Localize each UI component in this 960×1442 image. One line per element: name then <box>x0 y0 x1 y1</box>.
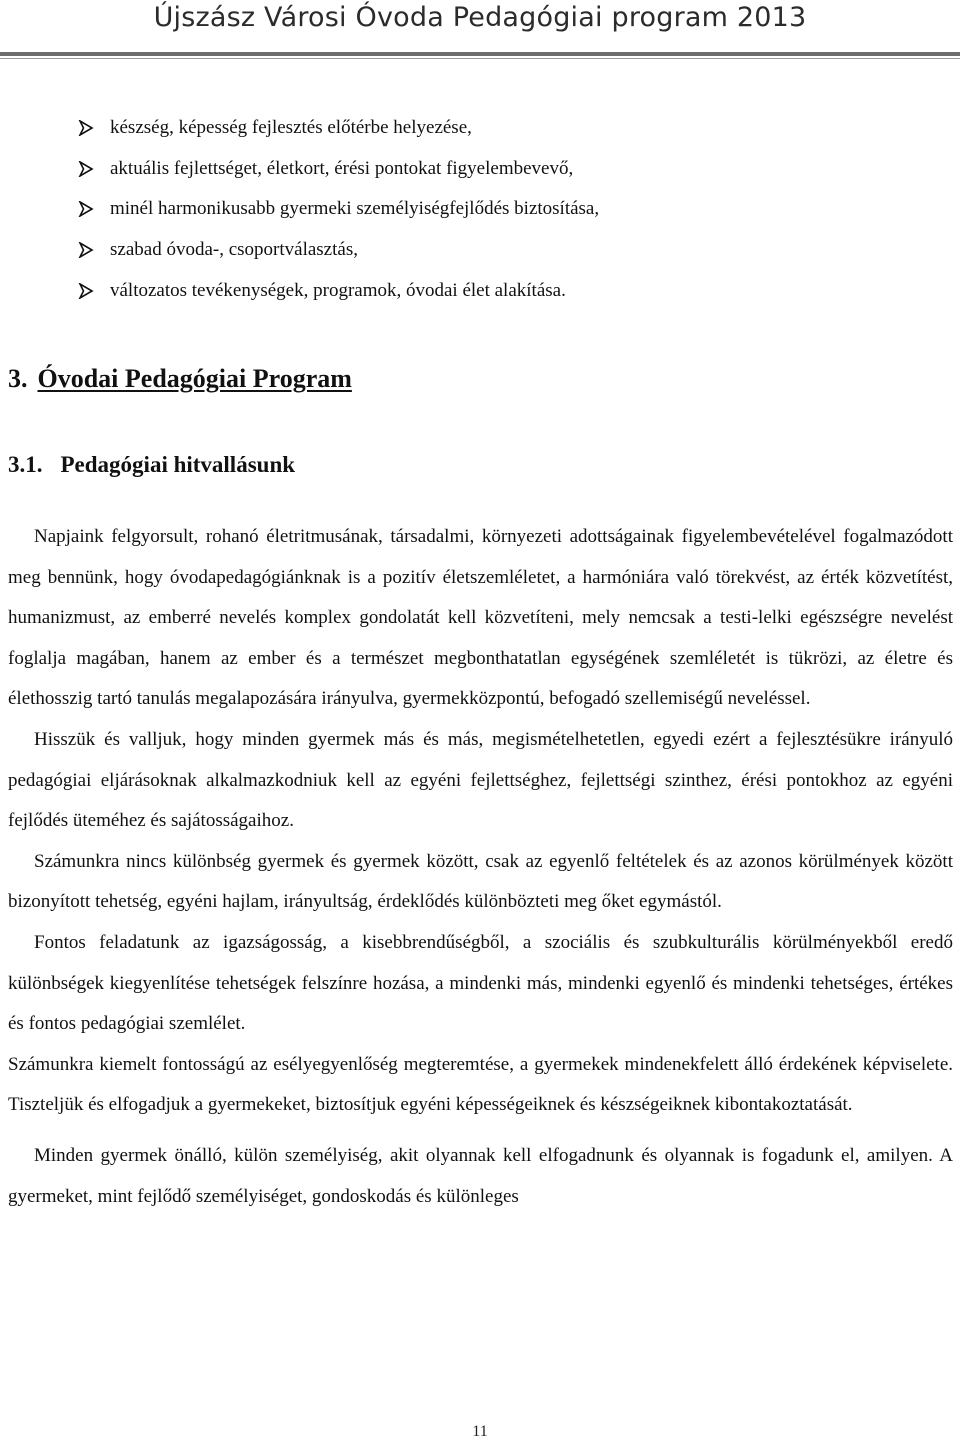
section-heading <box>8 364 352 394</box>
page-number: 11 <box>472 1423 488 1440</box>
paragraph: Hisszük és valljuk, hogy minden gyermek más és más, megismételhetetlen, egyedi ezért a fejlesztésükre irányuló pedagógiai eljárásoknak alkalmazkodniuk kell az egyéni fejlettséghez, fejlettségi szinthez, érési pontokhoz az egyéni fejlődés üteméhez és sajátosságaihoz. <box>8 728 953 832</box>
paragraph: Minden gyermek önálló, külön személyiség, akit olyannak kell elfogadnunk és olyannak is fogadunk el, amilyen. A gyermeket, mint fejlődő személyiséget, gondoskodás és különleges <box>8 1144 953 1207</box>
paragraph: Számunkra kiemelt fontosságú az esélyegyenlőség megteremtése, a gyermekek mindenekfelett álló érdekének képviselete. Tiszteljük és elfogadjuk a gyermekeket, biztosítjuk egyéni képességeiknek és készségeiknek kibontakoztatását. <box>8 1053 953 1116</box>
document-title: Újszász Városi Óvoda Pedagógiai program 2013 <box>153 2 807 33</box>
arrowhead-bullet-icon <box>78 242 94 258</box>
list-item <box>78 270 938 311</box>
arrowhead-bullet-icon <box>78 201 94 217</box>
body-text <box>8 517 953 1217</box>
paragraph: Számunkra nincs különbség gyermek és gyermek között, csak az egyenlő feltételek és az azonos körülmények között bizonyított tehetség, egyéni hajlam, irányultság, érdeklődés különbözteti meg őket egymástól. <box>8 850 953 913</box>
subsection-heading <box>8 452 295 478</box>
bullet-text: minél harmonikusabb gyermeki személyiségfejlődés biztosítása, <box>110 198 600 220</box>
bullet-list <box>78 108 938 311</box>
subsection-title: Pedagógiai hitvallásunk <box>60 452 296 477</box>
section-number: 3. <box>8 364 28 393</box>
header-divider-thin <box>0 58 960 59</box>
bullet-text: aktuális fejlettséget, életkort, érési pontokat figyelembevevő, <box>110 157 574 179</box>
arrowhead-bullet-icon <box>78 283 94 299</box>
list-item <box>78 230 938 271</box>
bullet-text: változatos tevékenységek, programok, óvodai élet alakítása. <box>110 279 566 301</box>
list-item <box>78 108 938 149</box>
arrowhead-bullet-icon <box>78 161 94 177</box>
paragraph: Napjaink felgyorsult, rohanó életritmusának, társadalmi, környezeti adottságainak figyelembevételével fogalmazódott meg bennünk, hogy óvodapedagógiánknak is a pozitív életszemléletet, a harmóniára való törekvést, az érték közvetítést, humanizmust, az emberré nevelés komplex gondolatát kell közvetíteni, mely nemcsak a testi-lelki egészségre nevelést foglalja magában, hanem az ember és a természet megbonthatatlan egységének szemléletét is tükrözi, az életre és élethosszig tartó tanulás megalapozására irányulva, gyermekközpontú, befogadó szellemiségű neveléssel. <box>8 526 953 710</box>
header-divider <box>0 52 960 56</box>
arrowhead-bullet-icon <box>78 120 94 136</box>
list-item <box>78 149 938 190</box>
paragraph: Fontos feladatunk az igazságosság, a kisebbrendűségből, a szociális és szubkulturális körülményekből eredő különbségek kiegyenlítése tehetségek felszínre hozása, a mindenki más, mindenki egyenlő és mindenki tehetséges, értékes és fontos pedagógiai szemlélet. <box>8 931 953 1035</box>
section-title: Óvodai Pedagógiai Program <box>37 364 352 393</box>
bullet-text: szabad óvoda-, csoportválasztás, <box>110 239 358 261</box>
bullet-text: készség, képesség fejlesztés előtérbe helyezése, <box>110 117 472 139</box>
list-item <box>78 189 938 230</box>
page-header <box>0 0 960 64</box>
subsection-number: 3.1. <box>8 452 43 477</box>
